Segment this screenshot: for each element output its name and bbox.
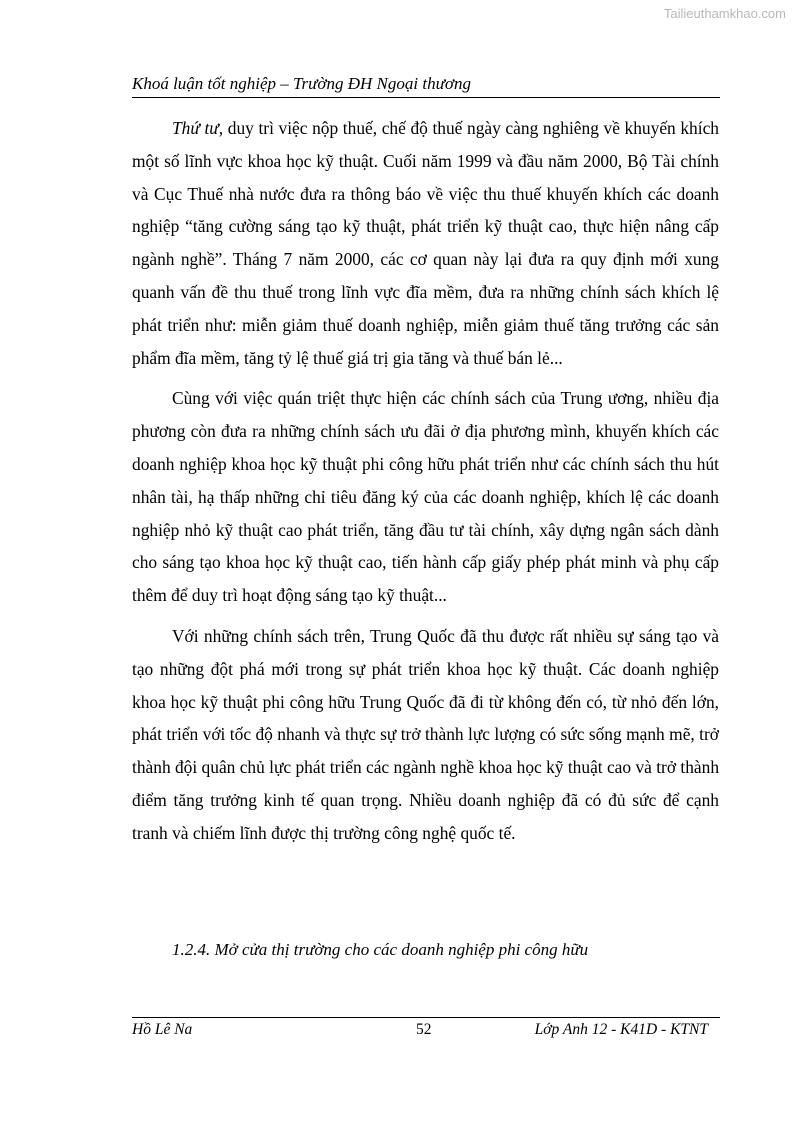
- page-number: 52: [416, 1021, 432, 1038]
- paragraph-2: Cùng với việc quán triệt thực hiện các chính sách của Trung ương, nhiều địa phương còn đưa ra những chính sách ưu đãi ở địa phương mình, khuyến khích các doanh nghiệp khoa học kỹ thuật phi công hữu phát triển như các chính sách thu hút nhân tài, hạ thấp những chỉ tiêu đăng ký của các doanh nghiệp, khích lệ các doanh nghiệp nhỏ kỹ thuật cao phát triển, tăng đầu tư tài chính, xây dựng ngân sách dành cho sáng tạo khoa học kỹ thuật cao, tiến hành cấp giấy phép phát minh và phụ cấp thêm để duy trì hoạt động sáng tạo kỹ thuật...: [132, 388, 719, 606]
- section-heading: 1.2.4. Mở cửa thị trường cho các doanh nghiệp phi công hữu: [172, 940, 589, 959]
- footer-author: Hồ Lê Na: [132, 1021, 193, 1038]
- paragraph-3: Với những chính sách trên, Trung Quốc đã thu được rất nhiều sự sáng tạo và tạo những đột phá mới trong sự phát triển khoa học kỹ thuật. Các doanh nghiệp khoa học kỹ thuật phi công hữu Trung Quốc đã đi từ không đến có, từ nhỏ đến lớn, phát triển với tốc độ nhanh và thực sự trở thành lực lượng có sức sống mạnh mẽ, trở thành đội quân chủ lực phát triển các ngành nghề khoa học kỹ thuật cao và trở thành điểm tăng trưởng kinh tế quan trọng. Nhiều doanh nghiệp đã có đủ sức để cạnh tranh và chiếm lĩnh được thị trường công nghệ quốc tế.: [132, 625, 720, 843]
- body-text: [132, 112, 719, 858]
- footer-class-info: Lớp Anh 12 - K41D - KTNT: [534, 1021, 708, 1038]
- paragraph-1: [132, 112, 719, 374]
- footer-divider: [132, 1017, 720, 1018]
- paragraph-1-lead: Thứ tư,: [172, 118, 224, 138]
- page-header: Khoá luận tốt nghiệp – Trường ĐH Ngoại thương: [132, 74, 720, 98]
- paragraph-1-text: duy trì việc nộp thuế, chế độ thuế ngày càng nghiêng về khuyến khích một số lĩnh vực khoa học kỹ thuật. Cuối năm 1999 và đầu năm 2000, Bộ Tài chính và Cục Thuế nhà nước đưa ra thông báo về việc thu thuế khuyến khích các doanh nghiệp “tăng cường sáng tạo kỹ thuật, phát triển kỹ thuật cao, thực hiện nâng cấp ngành nghề”. Tháng 7 năm 2000, các cơ quan này lại đưa ra quy định mới xung quanh vấn đề thu thuế trong lĩnh vực đĩa mềm, đưa ra những chính sách khích lệ phát triển như: miễn giảm thuế doanh nghiệp, miễn giảm thuế tăng trưởng các sản phẩm đĩa mềm, tăng tỷ lệ thuế giá trị gia tăng và thuế bán lẻ...: [132, 118, 719, 368]
- watermark: Tailieuthamkhao.com: [663, 6, 786, 21]
